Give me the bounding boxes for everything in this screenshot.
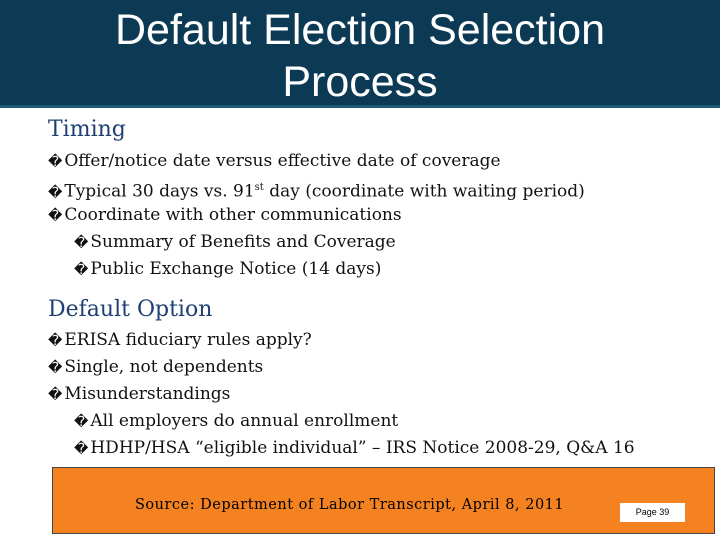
list-item: � Public Exchange Notice (14 days) xyxy=(74,259,382,279)
bullet-icon: � xyxy=(74,441,89,457)
bullet-icon: � xyxy=(48,333,63,349)
bullet-icon: � xyxy=(48,208,63,224)
list-item: � Offer/notice date versus effective date of coverage xyxy=(48,151,501,171)
bullet-icon: � xyxy=(74,262,89,278)
slide-title-line-1: Default Election Selection xyxy=(114,6,605,54)
list-item: � All employers do annual enrollment xyxy=(74,411,399,431)
title-bar xyxy=(0,0,720,108)
page-number: Page 39 xyxy=(620,503,685,522)
section-heading-default-option: Default Option xyxy=(48,297,213,322)
list-item: � Coordinate with other communications xyxy=(48,205,402,225)
list-item: � ERISA fiduciary rules apply? xyxy=(48,330,312,350)
bullet-icon: � xyxy=(74,235,89,251)
bullet-icon: � xyxy=(74,414,89,430)
section-heading-timing: Timing xyxy=(48,117,126,142)
source-citation: Source: Department of Labor Transcript, April 8, 2011 xyxy=(135,497,565,513)
list-item: � Misunderstandings xyxy=(48,384,231,404)
bullet-icon: � xyxy=(48,387,63,403)
list-item: � HDHP/HSA “eligible individual” – IRS Notice 2008-29, Q&A 16 xyxy=(74,438,635,458)
list-item: � Single, not dependents xyxy=(48,357,264,377)
bullet-icon: � xyxy=(48,154,63,170)
bullet-icon: � xyxy=(48,184,63,201)
bullet-icon: � xyxy=(48,360,63,376)
list-item: � Summary of Benefits and Coverage xyxy=(74,232,396,252)
slide-title-line-2: Process xyxy=(282,58,438,106)
list-item: � Typical 30 days vs. 91st day (coordinate with waiting period) xyxy=(48,181,585,202)
